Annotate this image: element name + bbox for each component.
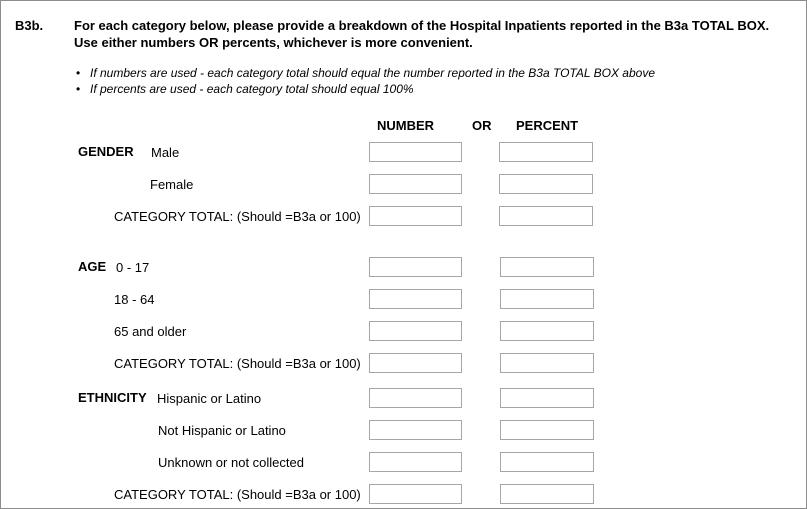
gender-male-percent-input[interactable] <box>499 142 593 162</box>
eth-not-hispanic-percent-input[interactable] <box>500 420 594 440</box>
gender-total-label: CATEGORY TOTAL: (Should =B3a or 100) <box>114 209 361 224</box>
bullet-numbers-text: If numbers are used - each category total should equal the number reported in the B3a TOTAL BOX above <box>90 66 656 80</box>
bullet-numbers <box>76 66 655 80</box>
instruction-line-1: For each category below, please provide a breakdown of the Hospital Inpatients reported in the B3a TOTAL BOX. <box>74 18 770 33</box>
age-0-17-percent-input[interactable] <box>500 257 594 277</box>
bullet-percents-text: If percents are used - each category total should equal 100% <box>90 82 414 96</box>
age-18-64-number-input[interactable] <box>369 289 462 309</box>
age-18-64-label: 18 - 64 <box>114 292 155 307</box>
gender-female-label: Female <box>150 177 194 192</box>
eth-total-percent-input[interactable] <box>500 484 594 504</box>
or-column-header: OR <box>472 118 492 133</box>
age-0-17-number-input[interactable] <box>369 257 462 277</box>
eth-unknown-percent-input[interactable] <box>500 452 594 472</box>
gender-heading: GENDER <box>78 144 134 159</box>
eth-total-label: CATEGORY TOTAL: (Should =B3a or 100) <box>114 487 361 502</box>
number-column-header: NUMBER <box>377 118 435 133</box>
eth-total-number-input[interactable] <box>369 484 462 504</box>
gender-total-number-input[interactable] <box>369 206 462 226</box>
age-heading: AGE <box>78 259 107 274</box>
percent-column-header: PERCENT <box>516 118 579 133</box>
eth-unknown-number-input[interactable] <box>369 452 462 472</box>
bullet-dot: • <box>76 66 81 80</box>
instruction-line-2: Use either numbers OR percents, whichever is more convenient. <box>74 35 473 50</box>
age-total-percent-input[interactable] <box>500 353 594 373</box>
eth-hispanic-percent-input[interactable] <box>500 388 594 408</box>
gender-female-number-input[interactable] <box>369 174 462 194</box>
eth-not-hispanic-label: Not Hispanic or Latino <box>158 423 286 438</box>
age-total-number-input[interactable] <box>369 353 462 373</box>
age-65-percent-input[interactable] <box>500 321 594 341</box>
eth-unknown-label: Unknown or not collected <box>158 455 304 470</box>
gender-total-percent-input[interactable] <box>499 206 593 226</box>
bullet-dot: • <box>76 82 81 96</box>
ethnicity-heading: ETHNICITY <box>78 390 147 405</box>
eth-not-hispanic-number-input[interactable] <box>369 420 462 440</box>
bullet-percents <box>76 82 414 96</box>
gender-male-number-input[interactable] <box>369 142 462 162</box>
question-id: B3b. <box>15 18 44 33</box>
age-total-label: CATEGORY TOTAL: (Should =B3a or 100) <box>114 356 361 371</box>
gender-male-label: Male <box>151 145 180 160</box>
age-0-17-label: 0 - 17 <box>116 260 150 275</box>
eth-hispanic-number-input[interactable] <box>369 388 462 408</box>
age-18-64-percent-input[interactable] <box>500 289 594 309</box>
gender-female-percent-input[interactable] <box>499 174 593 194</box>
age-65-number-input[interactable] <box>369 321 462 341</box>
eth-hispanic-label: Hispanic or Latino <box>157 391 262 406</box>
age-65-label: 65 and older <box>114 324 187 339</box>
